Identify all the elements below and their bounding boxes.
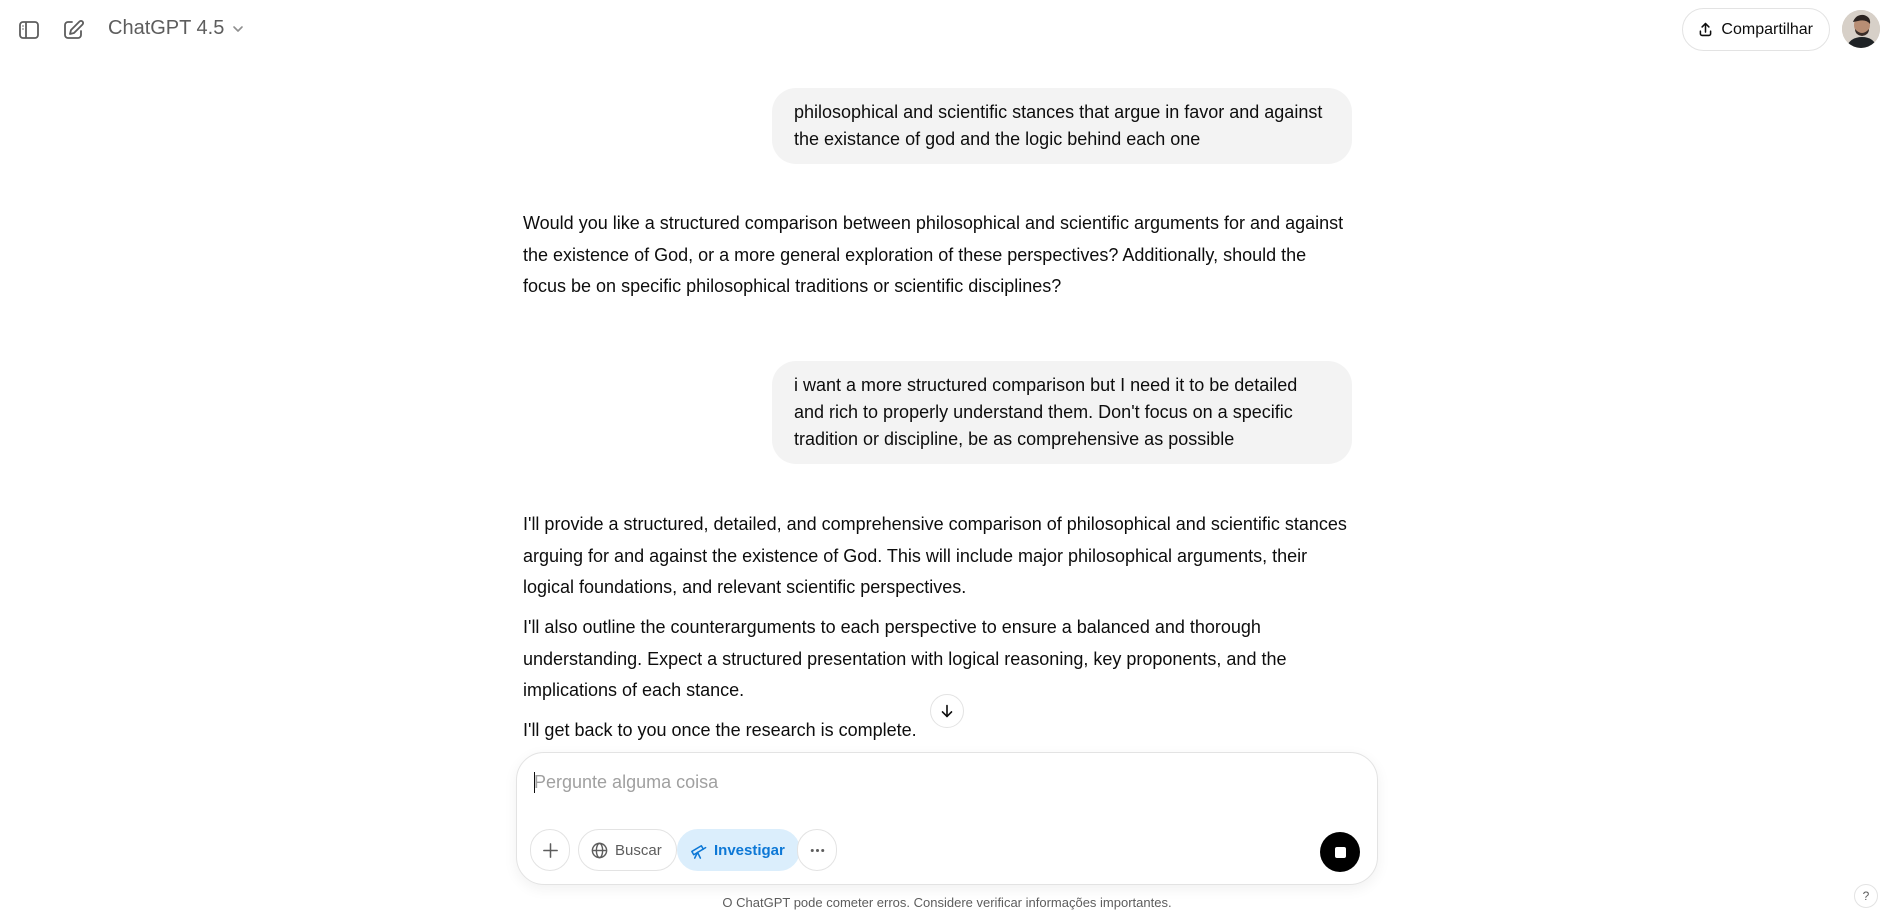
share-label: Compartilhar <box>1721 20 1813 38</box>
stop-generation-button[interactable] <box>1320 832 1360 872</box>
top-bar <box>0 0 1884 62</box>
plus-icon <box>541 841 560 860</box>
research-label: Investigar <box>714 841 785 859</box>
composer <box>516 752 1378 885</box>
assistant-paragraph: Would you like a structured comparison between philosophical and scientific arguments for and against the existence of God, or a more general exploration of these perspectives? Additionally, should the focus be on specific philosophical traditions or scientific disciplines? <box>523 213 1344 296</box>
share-icon <box>1697 21 1714 38</box>
scroll-to-bottom-button[interactable] <box>930 694 964 728</box>
assistant-message <box>523 208 1353 303</box>
arrow-down-icon <box>938 702 956 720</box>
user-message: philosophical and scientific stances that argue in favor and against the existance of god and the logic behind each one <box>772 88 1352 164</box>
search-label: Buscar <box>615 841 662 859</box>
telescope-icon <box>689 841 708 860</box>
share-button[interactable] <box>1682 8 1830 51</box>
ellipsis-icon <box>808 841 827 860</box>
research-button[interactable] <box>677 829 800 871</box>
model-selector[interactable] <box>108 17 246 40</box>
sidebar-toggle-icon[interactable] <box>13 14 45 46</box>
prompt-input[interactable] <box>534 766 1354 798</box>
more-tools-button[interactable] <box>797 829 837 871</box>
stop-icon <box>1335 847 1346 858</box>
disclaimer: O ChatGPT pode cometer erros. Considere verificar informações importantes. <box>722 895 1172 910</box>
text-caret <box>534 772 535 793</box>
assistant-message <box>523 612 1353 707</box>
assistant-paragraph: I'll also outline the counterarguments to each perspective to ensure a balanced and thorough understanding. Expect a structured presentation with logical reasoning, key proponents, and the implications of each stance. <box>523 617 1287 700</box>
assistant-paragraph: I'll get back to you once the research is complete. <box>523 720 917 740</box>
assistant-paragraph: I'll provide a structured, detailed, and comprehensive comparison of philosophical and scientific stances arguing for and against the existence of God. This will include major philosophical arguments, their logical foundations, and relevant scientific perspectives. <box>523 514 1347 597</box>
assistant-message <box>523 509 1353 604</box>
globe-icon <box>590 841 609 860</box>
avatar[interactable] <box>1842 10 1880 48</box>
user-message: i want a more structured comparison but I need it to be detailed and rich to properly understand them. Don't focus on a specific tradition or discipline, be as comprehensive as possible <box>772 361 1352 464</box>
attach-button[interactable] <box>530 829 570 871</box>
help-button[interactable]: ? <box>1854 884 1878 908</box>
new-chat-icon[interactable] <box>57 14 89 46</box>
search-button[interactable] <box>578 829 677 871</box>
chevron-down-icon <box>230 21 246 37</box>
model-name: ChatGPT 4.5 <box>108 17 225 39</box>
